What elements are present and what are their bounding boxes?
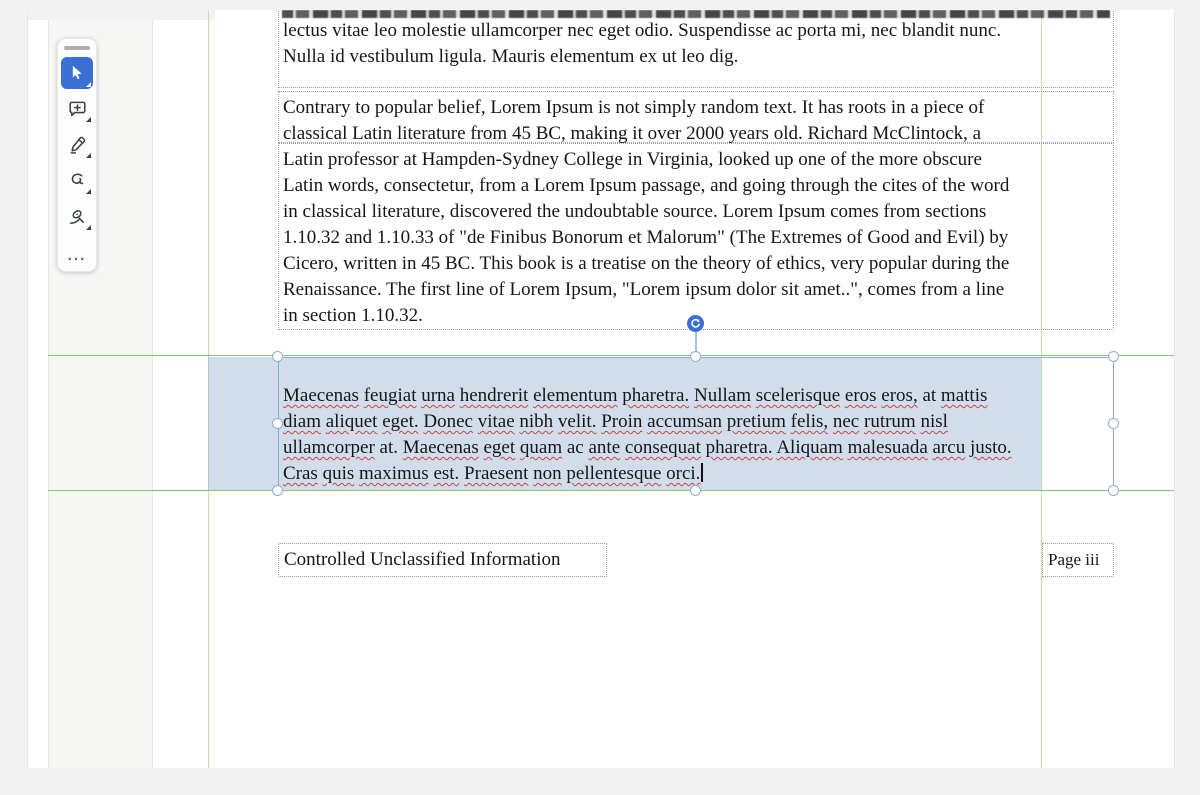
cursor-icon: [67, 63, 87, 83]
floating-toolbar: [57, 38, 97, 272]
text-line: classical Latin literature from 45 BC, making it over 2000 years old. Richard McClintock, a: [283, 123, 982, 144]
lasso-icon: [67, 170, 88, 191]
text-block-top[interactable]: [278, 10, 1114, 88]
footer-text-box[interactable]: [278, 543, 607, 577]
rotate-handle-icon[interactable]: [687, 315, 704, 332]
text-line: in section 1.10.32.: [283, 305, 423, 326]
document-page: [27, 10, 1175, 768]
text-line: Nulla id vestibulum ligula. Mauris elementum ex ut leo dig.: [283, 46, 739, 67]
text-block-paragraph-1[interactable]: [278, 91, 1114, 143]
flyout-corner-icon: [86, 153, 91, 158]
resize-handle-middle-right[interactable]: [1108, 418, 1119, 429]
page-top-gap: [28, 10, 215, 20]
page-number-label: Page iii: [1048, 550, 1100, 569]
selected-text-box[interactable]: [278, 357, 1114, 491]
select-tool-button[interactable]: [61, 57, 93, 88]
comment-add-icon: [67, 98, 88, 119]
text-line: Contrary to popular belief, Lorem Ipsum is not simply random text. It has roots in a piece of: [283, 97, 985, 118]
text-block-paragraph-2[interactable]: [278, 143, 1114, 330]
pen-nib-icon: [67, 206, 88, 227]
lasso-tool-button[interactable]: [60, 164, 94, 197]
text-line: Latin words, consectetur, from a Lorem Ipsum passage, and going through the cites of the word: [283, 175, 1010, 196]
resize-handle-bottom-center[interactable]: [690, 485, 701, 496]
flyout-corner-icon: [86, 82, 91, 87]
text-line: lectus vitae leo molestie ullamcorper nec eget odio. Suspendisse ac porta mi, nec blandit nunc.: [283, 20, 1002, 41]
flyout-corner-icon: [86, 189, 91, 194]
text-line: Latin professor at Hampden-Sydney College in Virginia, looked up one of the more obscure: [283, 149, 982, 170]
resize-handle-top-left[interactable]: [272, 351, 283, 362]
flyout-corner-icon: [86, 117, 91, 122]
text-cursor: [701, 463, 703, 482]
text-line: Maecenas feugiat urna hendrerit elementum pharetra. Nullam scelerisque eros eros, at mattis: [283, 385, 988, 406]
text-line: diam aliquet eget. Donec vitae nibh velit. Proin accumsan pretium felis, nec rutrum nisl: [283, 411, 948, 432]
text-line: Cras quis maximus est. Praesent non pellentesque orci.: [283, 461, 1111, 487]
text-line: ullamcorper at. Maecenas eget quam ac ante consequat pharetra. Aliquam malesuada arcu justo.: [283, 437, 1012, 458]
text-line: 1.10.32 and 1.10.33 of "de Finibus Bonorum et Malorum" (The Extremes of Good and Evil) by: [283, 227, 1009, 248]
resize-handle-bottom-right[interactable]: [1108, 485, 1119, 496]
text-line: Renaissance. The first line of Lorem Ipsum, "Lorem ipsum dolor sit amet..", comes from a line: [283, 279, 1005, 300]
table-guide-horizontal-bottom: [48, 490, 1174, 491]
resize-handle-top-right[interactable]: [1108, 351, 1119, 362]
fill-sign-tool-button[interactable]: [60, 200, 94, 233]
resize-handle-middle-left[interactable]: [272, 418, 283, 429]
ellipsis-icon: ...: [67, 246, 87, 264]
toolbar-drag-handle[interactable]: [64, 46, 90, 50]
text-line: in classical literature, discovered the undoubtable source. Lorem Ipsum comes from sections: [283, 201, 987, 222]
more-tools-button[interactable]: [60, 236, 94, 269]
resize-handle-top-center[interactable]: [690, 351, 701, 362]
footer-label: Controlled Unclassified Information: [284, 549, 561, 570]
flyout-corner-icon: [86, 225, 91, 230]
text-line: Cicero, written in 45 BC. This book is a treatise on the theory of ethics, very popular during the: [283, 253, 1010, 274]
resize-handle-bottom-left[interactable]: [272, 485, 283, 496]
page-number-box[interactable]: [1042, 543, 1114, 577]
add-comment-tool-button[interactable]: [60, 92, 94, 125]
rotate-handle-stem: [695, 332, 697, 353]
draw-pencil-tool-button[interactable]: [60, 128, 94, 161]
pencil-icon: [67, 134, 88, 155]
table-guide-horizontal-top: [48, 355, 1174, 356]
